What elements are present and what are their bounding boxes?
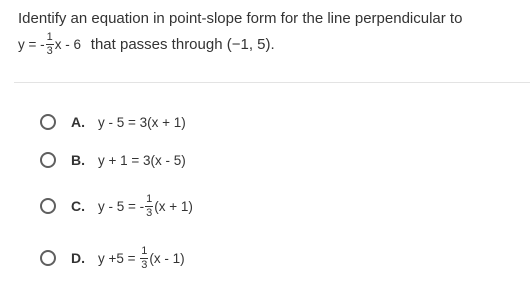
question-line-2 xyxy=(18,32,523,58)
option-letter: D. xyxy=(71,250,85,266)
question-text xyxy=(18,6,523,58)
given-equation xyxy=(18,30,85,57)
divider xyxy=(14,82,530,83)
option-b[interactable] xyxy=(40,148,186,172)
expression-fraction xyxy=(145,194,153,219)
through-point-text: that passes through (−1, 5). xyxy=(90,36,275,53)
radio-button-b[interactable] xyxy=(40,152,56,168)
option-expression xyxy=(98,246,185,271)
option-a[interactable] xyxy=(40,110,186,134)
option-expression: y + 1 = 3(x - 5) xyxy=(98,152,186,168)
option-letter: B. xyxy=(71,152,85,168)
expression-fraction xyxy=(140,246,148,271)
option-expression: y - 5 = 3(x + 1) xyxy=(98,114,186,130)
fraction-numerator: 1 xyxy=(141,244,148,257)
fraction-numerator: 1 xyxy=(146,192,153,205)
option-d[interactable] xyxy=(40,246,185,270)
option-expression xyxy=(98,194,193,219)
radio-button-c[interactable] xyxy=(40,198,56,214)
radio-button-d[interactable] xyxy=(40,250,56,266)
equation-suffix: x - 6 xyxy=(54,37,82,52)
fraction-denominator: 3 xyxy=(141,258,148,271)
option-letter: C. xyxy=(71,198,85,214)
option-c[interactable] xyxy=(40,194,193,218)
equation-fraction xyxy=(46,32,54,57)
equation-prefix: y = - xyxy=(18,37,45,52)
radio-button-a[interactable] xyxy=(40,114,56,130)
fraction-denominator: 3 xyxy=(46,44,53,57)
fraction-numerator: 1 xyxy=(46,30,53,43)
expression-prefix: y +5 = xyxy=(98,250,140,266)
question-line-1: Identify an equation in point-slope form for the line perpendicular to xyxy=(18,10,463,27)
expression-suffix: (x - 1) xyxy=(149,250,185,266)
option-letter: A. xyxy=(71,114,85,130)
expression-prefix: y - 5 = - xyxy=(98,198,145,214)
expression-suffix: (x + 1) xyxy=(154,198,193,214)
fraction-denominator: 3 xyxy=(146,206,153,219)
